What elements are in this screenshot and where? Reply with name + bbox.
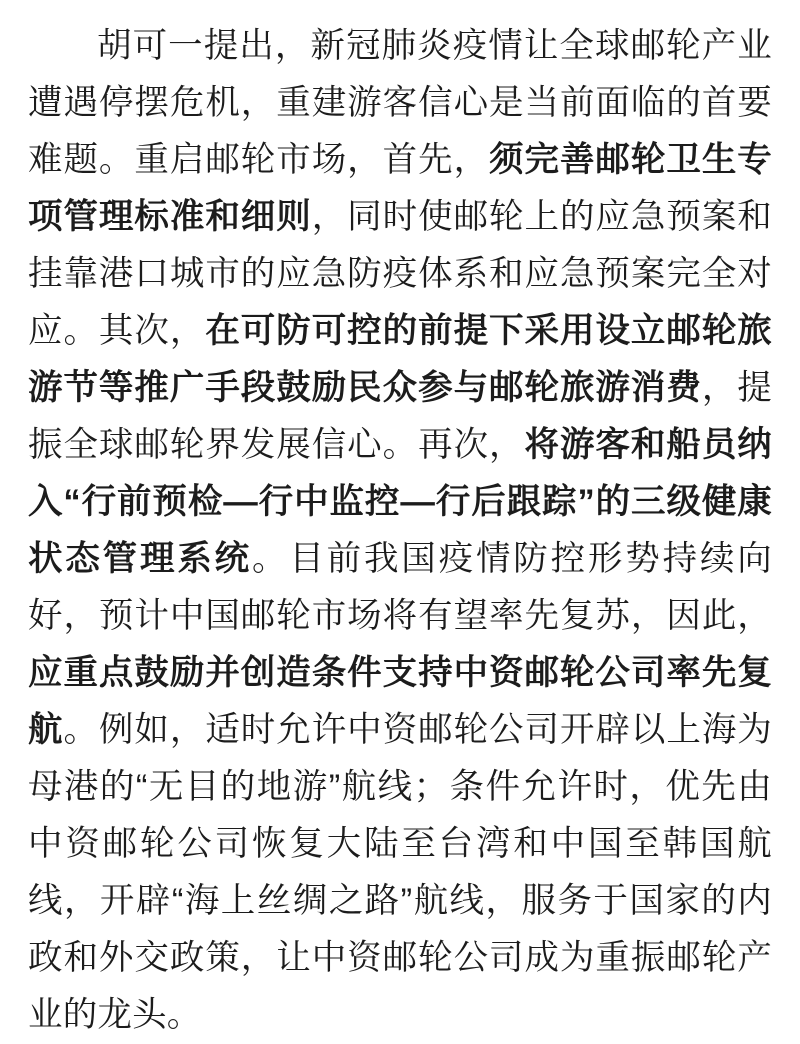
emphasis-run: 将游客和船员纳入“行前预检—行中监控—行后跟踪”的三级健康状态管理系统 <box>28 426 772 578</box>
text-run: 。目前我国疫情防控形势持续向好，预计中国邮轮市场将有望率先复苏，因此， <box>28 540 772 635</box>
text-run: 胡可一提出，新冠肺炎疫情让全球邮轮产业遭遇停摆危机，重建游客信心是当前面临的首要难题。重启邮轮市场，首先， <box>28 27 772 179</box>
emphasis-run: 须完善邮轮卫生专项管理标准和细则 <box>28 141 772 236</box>
text-run: ，同时使邮轮上的应急预案和挂靠港口城市的应急防疫体系和应急预案完全对应。其次， <box>28 198 772 350</box>
text-run: 。例如，适时允许中资邮轮公司开辟以上海为母港的“无目的地游”航线；条件允许时，优先由中资邮轮公司恢复大陆至台湾和中国至韩国航线，开辟“海上丝绸之路”航线，服务于国家的内政和外交政策，让中资邮轮公司成为重振邮轮产业的龙头。 <box>28 711 773 1034</box>
paragraph <box>28 18 772 1044</box>
article-body <box>28 18 772 1044</box>
emphasis-run: 应重点鼓励并创造条件支持中资邮轮公司率先复航 <box>28 654 772 749</box>
text-run: ，提振全球邮轮界发展信心。再次， <box>28 369 772 464</box>
emphasis-run: 在可防可控的前提下采用设立邮轮旅游节等推广手段鼓励民众参与邮轮旅游消费 <box>28 312 772 407</box>
